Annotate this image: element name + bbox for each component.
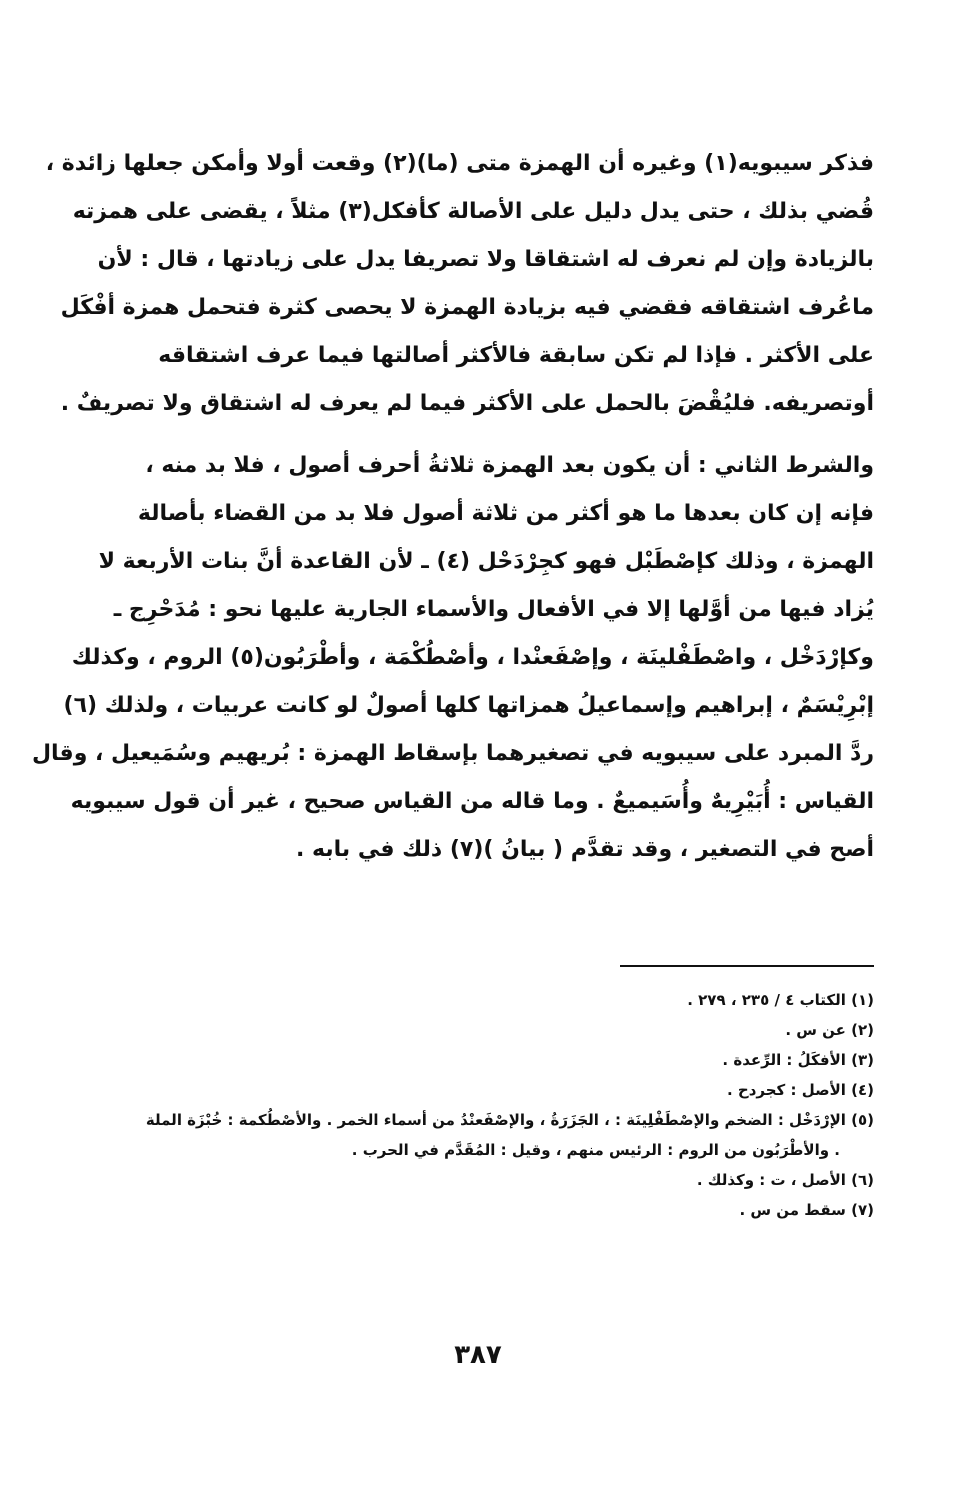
footnote: (٧) سقط من س . <box>739 1201 874 1219</box>
footnote: (٥) الإرْدَخْل : الضخم والإصْطَفْلِينَة : ، الجَزَرَةُ ، والإصْفَعنْدُ من أسماء الخمر . والأصْطُكمة : خُبْزَة الملة <box>145 1111 874 1129</box>
text-line: فإنه إن كان بعدها ما هو أكثر من ثلاثة أصول فلا بد من القضاء بأصالة <box>137 501 874 526</box>
text-line: يُزاد فيها من أوَّلها إلا في الأفعال والأسماء الجارية عليها نحو : مُدَحْرِج ـ <box>113 597 874 622</box>
text-line: القياس : أُبَيْرِيهٌ وأُسَيميعٌ . وما قاله من القياس صحيح ، غير أن قول سيبويه <box>70 789 874 814</box>
text-line: فذكر سيبويه(١) وغيره أن الهمزة متى (ما)(٢) وقعت أولا وأمكن جعلها زائدة ، <box>45 151 874 176</box>
text-line: أوتصريفه. فليُقْضَ بالحمل على الأكثر فيما لم يعرف له اشتقاق ولا تصريفٌ . <box>60 391 874 416</box>
footnote-separator <box>620 965 874 967</box>
main-text <box>31 140 874 874</box>
footnote: (٦) الأصل ، ت : وكذلك . <box>696 1171 874 1189</box>
text-line: أصح في التصغير ، وقد تقدَّم ( بيانُ )(٧) ذلك في بابه . <box>296 837 874 862</box>
footnote-continuation: . والأطْرَبُون من الروم : الرئيس منهم ، وقيل : المُقَدَّم في الحرب . <box>351 1141 840 1159</box>
text-line: ردَّ المبرد على سيبويه في تصغيرهما بإسقاط الهمزة : بُريهيم وسُمَيعيل ، وقال <box>31 741 874 766</box>
text-line: على الأكثر . فإذا لم تكن سابقة فالأكثر أصالتها فيما عرف اشتقاقه <box>158 343 874 368</box>
text-line: إبْرِيْسَمٌ ، إبراهيم وإسماعيلُ همزاتها كلها أصولٌ لو كانت عربيات ، ولذلك (٦) <box>63 693 874 718</box>
text-line: بالزيادة وإن لم نعرف له اشتقاقا ولا تصريفا يدل على زيادتها ، قال : لأن <box>97 247 874 272</box>
footnote: (٣) الأفكَلُ : الرِّعدة . <box>722 1051 874 1069</box>
text-line: قُضي بذلك ، حتى يدل دليل على الأصالة كأفكل(٣) مثلاً ، يقضى على همزته <box>72 199 874 224</box>
text-line: الهمزة ، وذلك كإصْطَبْل فهو كجِرْدَحْل (٤) ـ لأن القاعدة أنَّ بنات الأربعة لا <box>98 549 874 574</box>
footnote: (٢) عن س . <box>785 1021 874 1039</box>
footnotes <box>132 985 874 1225</box>
paragraph-gap <box>132 428 874 442</box>
text-line: والشرط الثاني : أن يكون بعد الهمزة ثلاثةُ أحرف أصول ، فلا بد منه ، <box>145 453 874 478</box>
page-number: ٣٨٧ <box>454 1340 502 1370</box>
text-line: ماعُرف اشتقاقه فقضي فيه بزيادة الهمزة لا يحصى كثرة فتحمل همزة أفْكَل <box>60 295 874 320</box>
footnote: (٤) الأصل : كجردح . <box>726 1081 874 1099</box>
footnote: (١) الكتاب ٤ / ٢٣٥ ، ٢٧٩ . <box>687 991 874 1009</box>
text-line: وكإرْدَخْل ، واصْطَفْلينَة ، وإصْفَعنْدا ، وأصْطُكْمَة ، وأطْرَبُون(٥) الروم ، وكذلك <box>71 645 874 670</box>
